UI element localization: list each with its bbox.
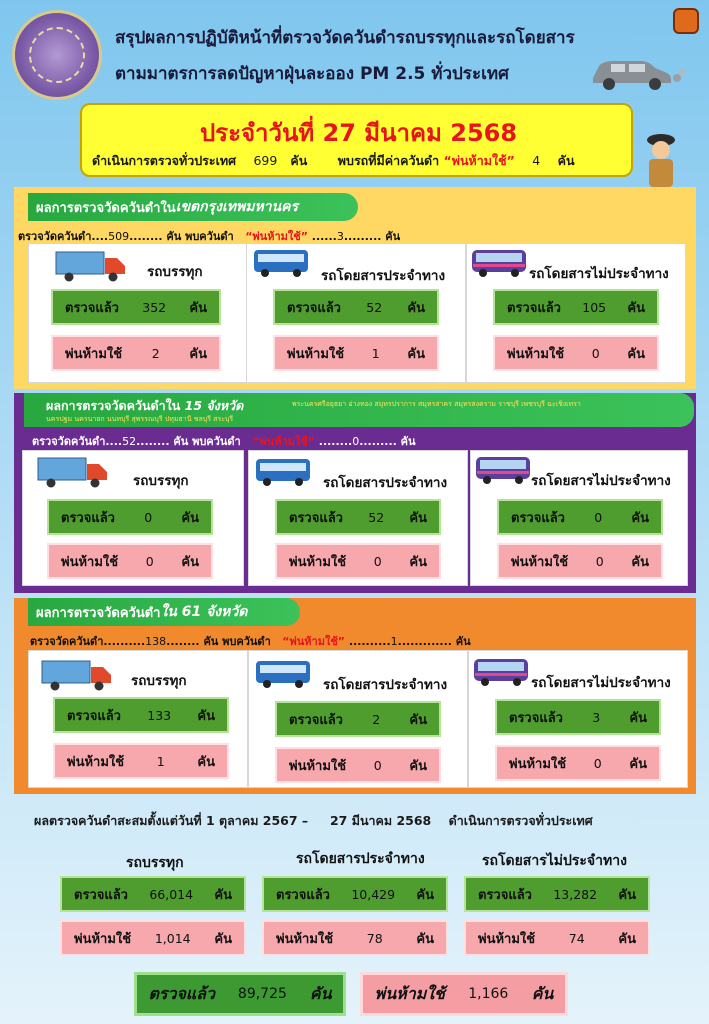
banned-box	[53, 743, 229, 779]
city-bus-icon	[253, 248, 309, 278]
unit-label: คัน	[618, 887, 636, 903]
found-prefix: พบรถที่มีค่าควันดำ	[337, 153, 440, 168]
line-checked: 138	[145, 635, 167, 648]
truck-card	[28, 650, 248, 788]
city-bus-icon	[255, 659, 311, 689]
unit-label: คัน	[416, 931, 434, 947]
summary-truck-title: รถบรรทุก	[126, 855, 184, 871]
summary-nonroute-bus-checked	[464, 876, 650, 912]
checked-box	[273, 289, 439, 325]
unit-label: คัน	[627, 346, 645, 362]
banned-count: 0	[373, 553, 382, 569]
daily-summary-line	[92, 151, 575, 171]
checked-count: 52	[368, 509, 385, 525]
checked-count: 2	[372, 711, 381, 727]
banned-count: 1	[371, 345, 380, 361]
truck-card	[22, 450, 244, 586]
line-label: “พ่นห้ามใช้”	[245, 230, 308, 243]
date-summary-box	[80, 103, 633, 177]
banner-prefix: ผลการตรวจวัดควันดำใน	[36, 200, 176, 216]
line-prefix: ตรวจวัดควันดำ	[32, 435, 106, 448]
checked-box	[47, 499, 213, 535]
unit-label: คัน	[631, 554, 649, 570]
banned-label: พ่นห้ามใช้	[374, 983, 445, 1003]
truck-title: รถบรรทุก	[133, 473, 189, 489]
unit-label: คัน	[181, 510, 199, 526]
report-date: ประจำวันที่ 27 มีนาคม 2568	[199, 119, 518, 147]
line-checked: 52	[122, 435, 137, 448]
nonroute-bus-card	[466, 243, 686, 383]
section-banner	[24, 393, 694, 427]
unit-label: คัน	[631, 510, 649, 526]
found-label: “พ่นห้ามใช้”	[443, 153, 515, 168]
banner-emph: ใน 61 จังหวัด	[160, 604, 248, 620]
checked-label: ตรวจแล้ว	[478, 887, 532, 903]
route-bus-title: รถโดยสารประจำทาง	[321, 268, 446, 284]
line-mid: คัน พบควันดำ	[166, 230, 234, 243]
unit-label: คัน	[629, 710, 647, 726]
truck-card	[28, 243, 254, 383]
checked-label: ตรวจแล้ว	[511, 510, 565, 526]
line-unit: คัน	[385, 230, 401, 243]
summary-nonroute-bus-title: รถโดยสารไม่ประจำทาง	[482, 853, 627, 869]
section-summary-line: ตรวจวัดควันดำ....509........ คัน พบควันดำ “พ่นห้ามใช้” ......3......... คัน	[18, 230, 401, 243]
banned-label: พ่นห้ามใช้	[478, 931, 536, 947]
summary-nonroute-bus-banned	[464, 920, 650, 956]
coach-bus-icon	[471, 248, 527, 278]
page-title-line1: สรุปผลการปฏิบัติหน้าที่ตรวจวัดควันดำรถบรรทุกและรถโดยสาร	[115, 28, 575, 48]
unit-label: คัน	[531, 983, 554, 1003]
checked-count: 352	[142, 299, 167, 315]
checked-value: 699	[253, 153, 278, 168]
banned-label: พ่นห้ามใช้	[287, 346, 345, 362]
banned-label: พ่นห้ามใช้	[74, 931, 132, 947]
section-banner	[28, 193, 358, 221]
police-badge-icon	[673, 8, 699, 34]
page-title-line2: ตามมาตรการลดปัญหาฝุ่นละออง PM 2.5 ทั่วประเทศ	[115, 64, 509, 84]
banned-label: พ่นห้ามใช้	[65, 346, 123, 362]
smoking-car-icon	[585, 52, 685, 92]
unit-label: คัน	[189, 300, 207, 316]
checked-box	[275, 499, 441, 535]
coach-bus-icon	[473, 657, 529, 687]
checked-label: ตรวจแล้ว	[289, 712, 343, 728]
nonroute-bus-title: รถโดยสารไม่ประจำทาง	[529, 266, 669, 282]
truck-title: รถบรรทุก	[131, 673, 187, 689]
line-prefix: ตรวจวัดควันดำ	[18, 230, 92, 243]
unit-label: คัน	[197, 708, 215, 724]
banned-label: พ่นห้ามใช้	[276, 931, 334, 947]
banned-count: 0	[373, 757, 382, 773]
banned-count: 0	[145, 553, 154, 569]
banned-box	[275, 747, 441, 783]
unit-label: คัน	[407, 300, 425, 316]
checked-label: ตรวจแล้ว	[65, 300, 119, 316]
checked-box	[51, 289, 221, 325]
banner-prefix: ผลการตรวจวัดควันดำใน	[46, 398, 181, 413]
route-bus-title: รถโดยสารประจำทาง	[323, 475, 448, 491]
checked-count: 3	[592, 709, 601, 725]
unit-label: คัน	[309, 983, 332, 1003]
route-bus-card	[248, 450, 468, 586]
summary-prefix: ผลตรวจควันดำสะสมตั้งแต่วันที่ 1 ตุลาคม 2567 –	[34, 813, 309, 828]
summary-date: 27 มีนาคม 2568	[329, 813, 432, 828]
unit-label: คัน	[629, 756, 647, 772]
checked-box	[495, 699, 661, 735]
banned-count: 1,014	[154, 930, 191, 946]
unit-label: คัน	[189, 346, 207, 362]
checked-box	[53, 697, 229, 733]
banned-count: 74	[568, 930, 585, 946]
banned-label: พ่นห้ามใช้	[67, 754, 125, 770]
cumulative-summary-line	[34, 811, 593, 831]
city-bus-icon	[255, 457, 311, 487]
checked-box	[497, 499, 663, 535]
checked-label: ตรวจแล้ว	[148, 983, 215, 1003]
found-unit: คัน	[557, 153, 575, 168]
unit-label: คัน	[416, 887, 434, 903]
line-found: 1	[390, 635, 398, 648]
unit-label: คัน	[627, 300, 645, 316]
checked-label: ตรวจแล้ว	[507, 300, 561, 316]
banned-label: พ่นห้ามใช้	[511, 554, 569, 570]
unit-label: คัน	[409, 712, 427, 728]
checked-prefix: ดำเนินการตรวจทั่วประเทศ	[92, 153, 237, 168]
banned-label: พ่นห้ามใช้	[289, 758, 347, 774]
checked-count: 52	[366, 299, 383, 315]
section-summary-line: ตรวจวัดควันดำ..........138........ คัน พบควันดำ “พ่นห้ามใช้” ..........1............. คัน	[30, 635, 471, 648]
banned-label: พ่นห้ามใช้	[61, 554, 119, 570]
total-banned-count: 1,166	[468, 986, 509, 1002]
checked-box	[275, 701, 441, 737]
checked-count: 10,429	[351, 886, 396, 902]
route-bus-title: รถโดยสารประจำทาง	[323, 677, 448, 693]
checked-label: ตรวจแล้ว	[61, 510, 115, 526]
total-checked-count: 89,725	[237, 986, 287, 1002]
unit-label: คัน	[407, 346, 425, 362]
banned-count: 0	[593, 755, 602, 771]
checked-label: ตรวจแล้ว	[276, 887, 330, 903]
unit-label: คัน	[214, 931, 232, 947]
banned-box	[495, 745, 661, 781]
nonroute-bus-card	[470, 450, 688, 586]
bangkok-section	[14, 187, 696, 389]
unit-label: คัน	[214, 887, 232, 903]
line-prefix: ตรวจวัดควันดำ	[30, 635, 104, 648]
banned-box	[275, 543, 441, 579]
banned-label: พ่นห้ามใช้	[509, 756, 567, 772]
summary-truck-checked	[60, 876, 246, 912]
line-found: 3	[336, 230, 344, 243]
route-bus-card	[246, 243, 466, 383]
line-unit: คัน	[455, 635, 471, 648]
province-list-2: นครปฐม นครนายก นนทบุรี สุพรรณบุรี ปทุมธานี ชลบุรี สระบุรี	[46, 415, 234, 423]
total-checked-box	[134, 972, 346, 1016]
line-mid: คัน พบควันดำ	[203, 635, 271, 648]
truck-icon	[37, 456, 109, 488]
truck-icon	[41, 659, 113, 691]
banned-box	[493, 335, 659, 371]
checked-label: ตรวจแล้ว	[74, 887, 128, 903]
unit-label: คัน	[409, 554, 427, 570]
checked-label: ตรวจแล้ว	[287, 300, 341, 316]
banned-label: พ่นห้ามใช้	[289, 554, 347, 570]
checked-label: ตรวจแล้ว	[67, 708, 121, 724]
line-unit: คัน	[400, 435, 416, 448]
checked-count: 133	[147, 707, 172, 723]
banner-title	[46, 396, 243, 416]
checked-unit: คัน	[290, 153, 308, 168]
total-banned-box	[360, 972, 568, 1016]
summary-route-bus-banned	[262, 920, 448, 956]
checked-count: 13,282	[553, 886, 598, 902]
checked-box	[493, 289, 659, 325]
found-value: 4	[532, 153, 541, 168]
nonroute-bus-card	[468, 650, 688, 788]
line-label: “พ่นห้ามใช้”	[252, 435, 315, 448]
summary-truck-banned	[60, 920, 246, 956]
line-label: “พ่นห้ามใช้”	[282, 635, 346, 648]
checked-count: 0	[594, 509, 603, 525]
line-found: 0	[352, 435, 360, 448]
15-provinces-section	[14, 393, 696, 593]
coach-bus-icon	[475, 455, 531, 485]
banned-count: 78	[366, 930, 383, 946]
banned-count: 0	[595, 553, 604, 569]
line-mid: คัน พบควันดำ	[173, 435, 241, 448]
summary-route-bus-title: รถโดยสารประจำทาง	[296, 851, 425, 867]
checked-label: ตรวจแล้ว	[289, 510, 343, 526]
department-seal-icon	[12, 10, 102, 100]
banned-count: 2	[151, 345, 160, 361]
checked-count: 0	[144, 509, 153, 525]
61-provinces-section	[14, 598, 696, 794]
banned-label: พ่นห้ามใช้	[507, 346, 565, 362]
banner-emph: 15 จังหวัด	[184, 398, 244, 413]
nonroute-bus-title: รถโดยสารไม่ประจำทาง	[531, 473, 671, 489]
banned-box	[273, 335, 439, 371]
truck-title: รถบรรทุก	[147, 264, 203, 280]
province-list-1: พระนครศรีอยุธยา อ่างทอง สมุทรปราการ สมุทรสาคร สมุทรสงคราม ราชบุรี เพชรบุรี ฉะเชิงเทรา	[292, 400, 581, 408]
banner-emph: เขตกรุงเทพมหานคร	[175, 199, 298, 215]
summary-suffix: ดำเนินการตรวจทั่วประเทศ	[448, 813, 593, 828]
checked-label: ตรวจแล้ว	[509, 710, 563, 726]
route-bus-card	[248, 650, 468, 788]
banned-count: 0	[591, 345, 600, 361]
unit-label: คัน	[618, 931, 636, 947]
section-banner	[28, 598, 300, 626]
summary-route-bus-checked	[262, 876, 448, 912]
banned-box	[497, 543, 663, 579]
unit-label: คัน	[181, 554, 199, 570]
banner-prefix: ผลการตรวจวัดควันดำ	[36, 605, 161, 621]
section-summary-line: ตรวจวัดควันดำ....52........ คัน พบควันดำ “พ่นห้ามใช้” ........0......... คัน	[32, 435, 416, 448]
unit-label: คัน	[409, 758, 427, 774]
checked-count: 105	[582, 299, 607, 315]
unit-label: คัน	[409, 510, 427, 526]
nonroute-bus-title: รถโดยสารไม่ประจำทาง	[531, 675, 671, 691]
banned-box	[51, 335, 221, 371]
banned-count: 1	[156, 753, 165, 769]
unit-label: คัน	[197, 754, 215, 770]
banned-box	[47, 543, 213, 579]
truck-icon	[55, 250, 127, 282]
line-checked: 509	[108, 230, 130, 243]
checked-count: 66,014	[149, 886, 194, 902]
